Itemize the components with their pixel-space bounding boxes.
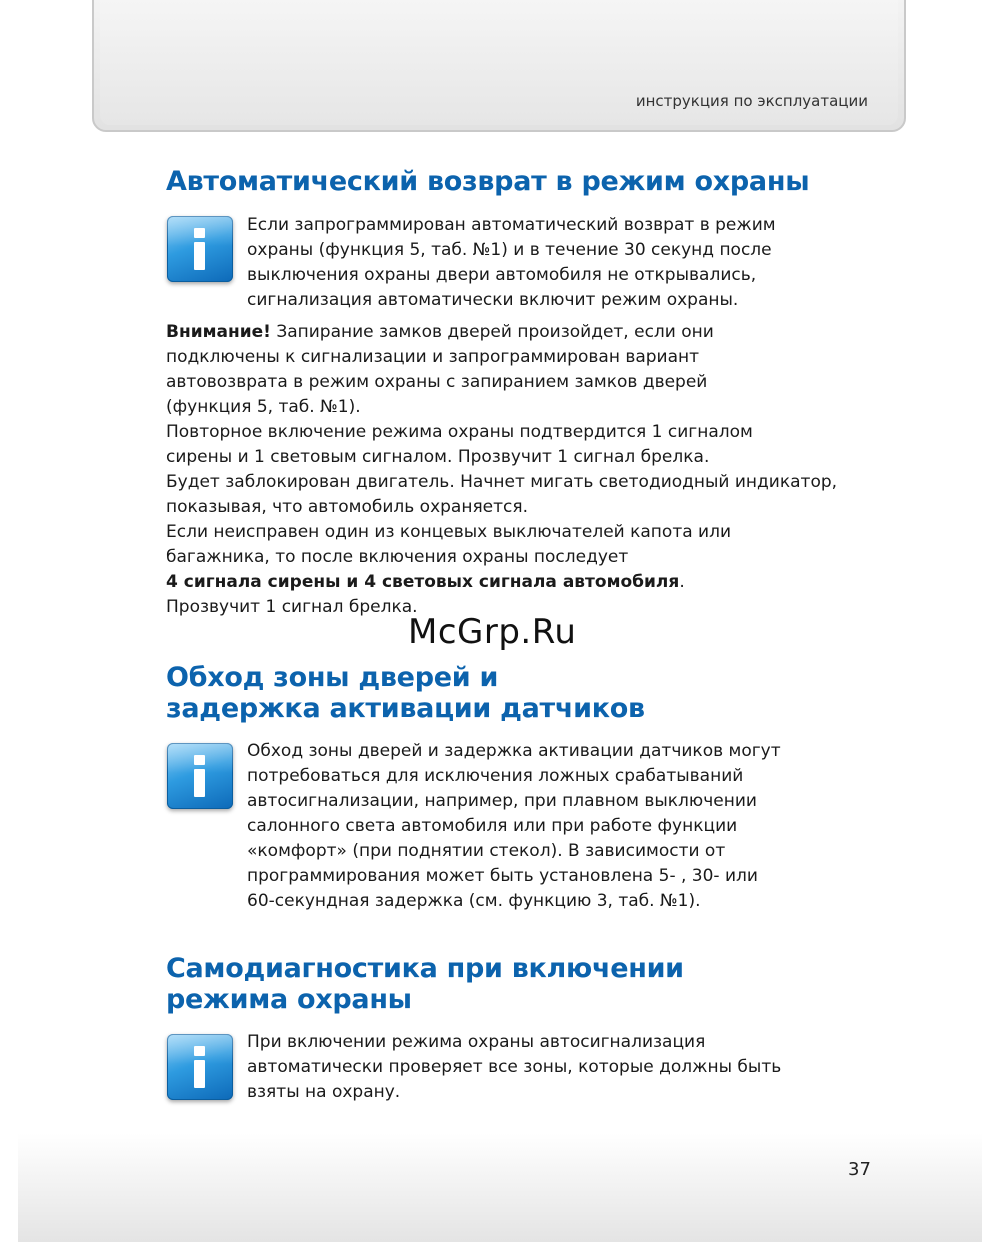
info-line: автоматически проверяет все зоны, которые должны быть [247,1057,782,1077]
info-line: программирования может быть установлена 5- , 30- или [247,866,758,886]
info-line: взяты на охрану. [247,1082,401,1102]
page-number: 37 [848,1159,871,1180]
body-line: автовозврата в режим охраны с запиранием замков дверей [166,372,708,392]
info-text-auto-rearm [247,213,887,313]
bold-signal-end: . [679,572,685,592]
body-line: Будет заблокирован двигатель. Начнет мигать светодиодный индикатор, [166,472,838,492]
header-band [92,0,906,132]
info-line: охраны (функция 5, таб. №1) и в течение 30 секунд после [247,240,772,260]
section-title-line: режима охраны [166,984,412,1015]
watermark: McGrp.Ru [408,612,577,652]
info-text-self-diagnostics [247,1030,887,1105]
section-title-door-bypass [166,662,645,724]
section-title-line: задержка активации датчиков [166,693,645,724]
body-line: Прозвучит 1 сигнал брелка. [166,597,418,617]
body-line: (функция 5, таб. №1). [166,397,361,417]
info-icon-dot [194,228,205,238]
body-line: сирены и 1 световым сигналом. Прозвучит 1 сигнал брелка. [166,447,710,467]
section-title-self-diagnostics [166,953,684,1015]
info-line: Обход зоны дверей и задержка активации датчиков могут [247,741,781,761]
info-icon-stem [194,769,205,797]
info-line: выключения охраны двери автомобиля не открывались, [247,265,757,285]
info-icon [167,1034,233,1100]
attention-paragraph [166,320,866,345]
body-line: Если неисправен один из концевых выключателей капота или [166,522,732,542]
info-icon-stem [194,1060,205,1088]
body-line: показывая, что автомобиль охраняется. [166,497,529,517]
body-line: Повторное включение режима охраны подтвердится 1 сигналом [166,422,753,442]
footer-band [18,1133,982,1242]
info-icon [167,743,233,809]
body-line: багажника, то после включения охраны последует [166,547,629,567]
section-title-auto-rearm [166,166,809,197]
info-icon-stem [194,242,205,270]
info-line: Если запрограммирован автоматический возврат в режим [247,215,776,235]
info-line: салонного света автомобиля или при работе функции [247,816,738,836]
info-line: потребоваться для исключения ложных срабатываний [247,766,744,786]
info-line: автосигнализации, например, при плавном выключении [247,791,757,811]
section-title-line: Самодиагностика при включении [166,953,684,984]
info-line: При включении режима охраны автосигнализация [247,1032,706,1052]
info-icon-dot [194,1046,205,1056]
info-line: сигнализация автоматически включит режим охраны. [247,290,739,310]
section-title-line: Автоматический возврат в режим охраны [166,166,810,197]
body-line: подключены к сигнализации и запрограммирован вариант [166,347,700,367]
info-line: 60-секундная задержка (см. функцию 3, таб. №1). [247,891,701,911]
attention-label: Внимание! [166,322,271,342]
info-text-door-bypass [247,739,887,914]
header-text: инструкция по эксплуатации [635,92,868,110]
bold-signal-line [166,570,866,595]
info-icon [167,216,233,282]
section-title-line: Обход зоны дверей и [166,662,499,693]
info-icon-dot [194,755,205,765]
info-line: «комфорт» (при поднятии стекол). В зависимости от [247,841,726,861]
attention-rest: Запирание замков дверей произойдет, если они [270,322,714,342]
bold-signal-text: 4 сигнала сирены и 4 световых сигнала автомобиля [166,572,680,592]
body-text-auto-rearm [166,320,866,620]
